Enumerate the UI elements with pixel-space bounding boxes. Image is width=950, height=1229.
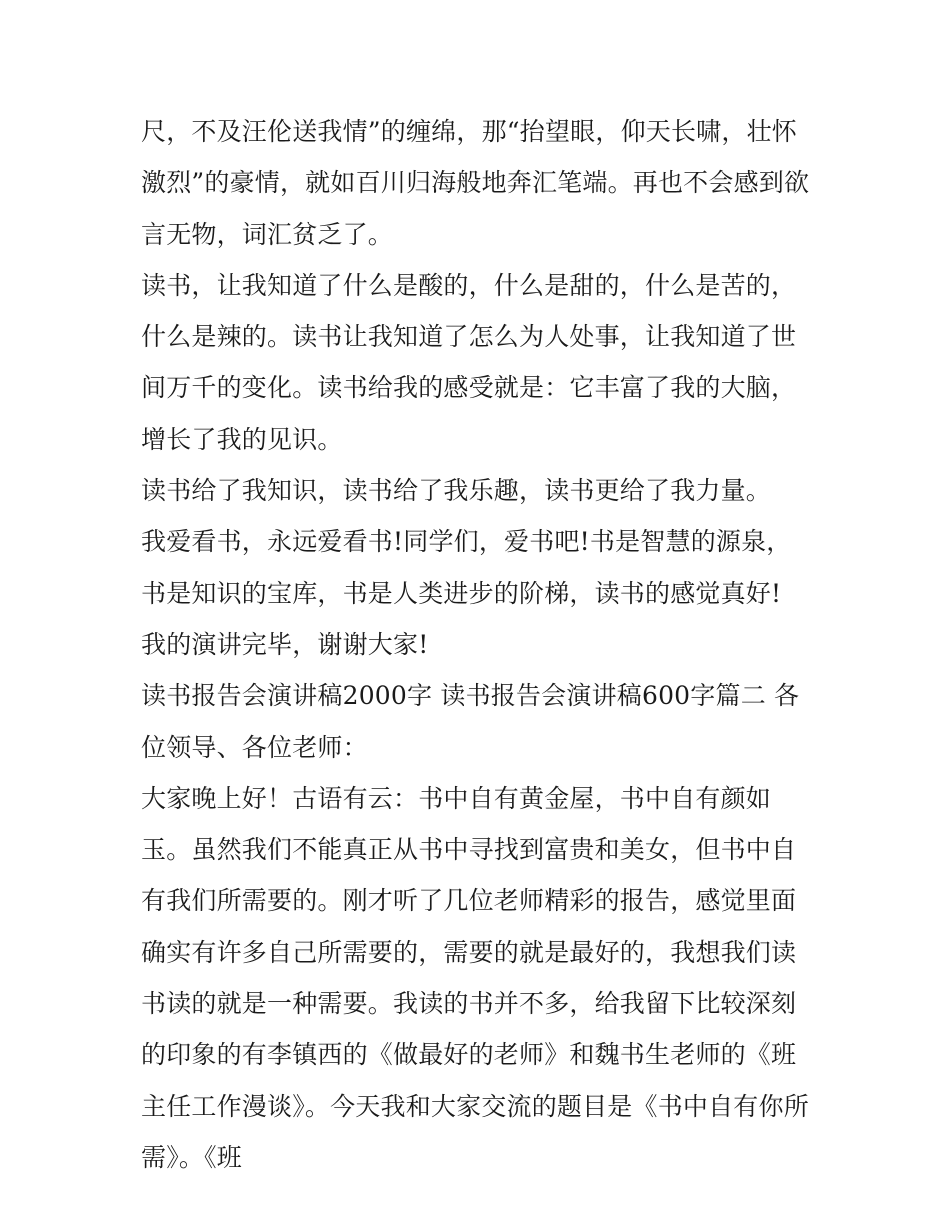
paragraph: 读书，让我知道了什么是酸的，什么是甜的，什么是苦的，什么是辣的。读书让我知道了怎么为人处事，让我知道了世间万千的变化。读书给我的感受就是：它丰富了我的大脑，增长了我的见识。 — [141, 270, 797, 454]
paragraph: 大家晚上好！古语有云：书中自有黄金屋，书中自有颜如玉。虽然我们不能真正从书中寻找到富贵和美女，但书中自有我们所需要的。刚才听了几位老师精彩的报告，感觉里面确实有许多自己所需要的，需要的就是最好的，我想我们读书读的就是一种需要。我读的书并不多，给我留下比较深刻的印象的有李镇西的《做最好的老师》和魏书生老师的《班主任工作漫谈》。今天我和大家交流的题目是《书中自有你所需》。《班 — [141, 783, 809, 1172]
paragraph: 读书报告会演讲稿2000字 读书报告会演讲稿600字篇二 各位领导、各位老师： — [141, 681, 800, 762]
document-body — [141, 106, 813, 1183]
paragraph: 读书给了我知识，读书给了我乐趣，读书更给了我力量。 — [141, 476, 772, 506]
paragraph: 我爱看书，永远爱看书!同学们，爱书吧!书是智慧的源泉，书是知识的宝库，书是人类进步的阶梯，读书的感觉真好! 我的演讲完毕，谢谢大家! — [141, 527, 792, 659]
paragraph: 尺，不及汪伦送我情”的缠绵，那“抬望眼，仰天长啸，壮怀激烈”的豪情，就如百川归海般地奔汇笔端。再也不会感到欲言无物，词汇贫乏了。 — [141, 117, 810, 249]
